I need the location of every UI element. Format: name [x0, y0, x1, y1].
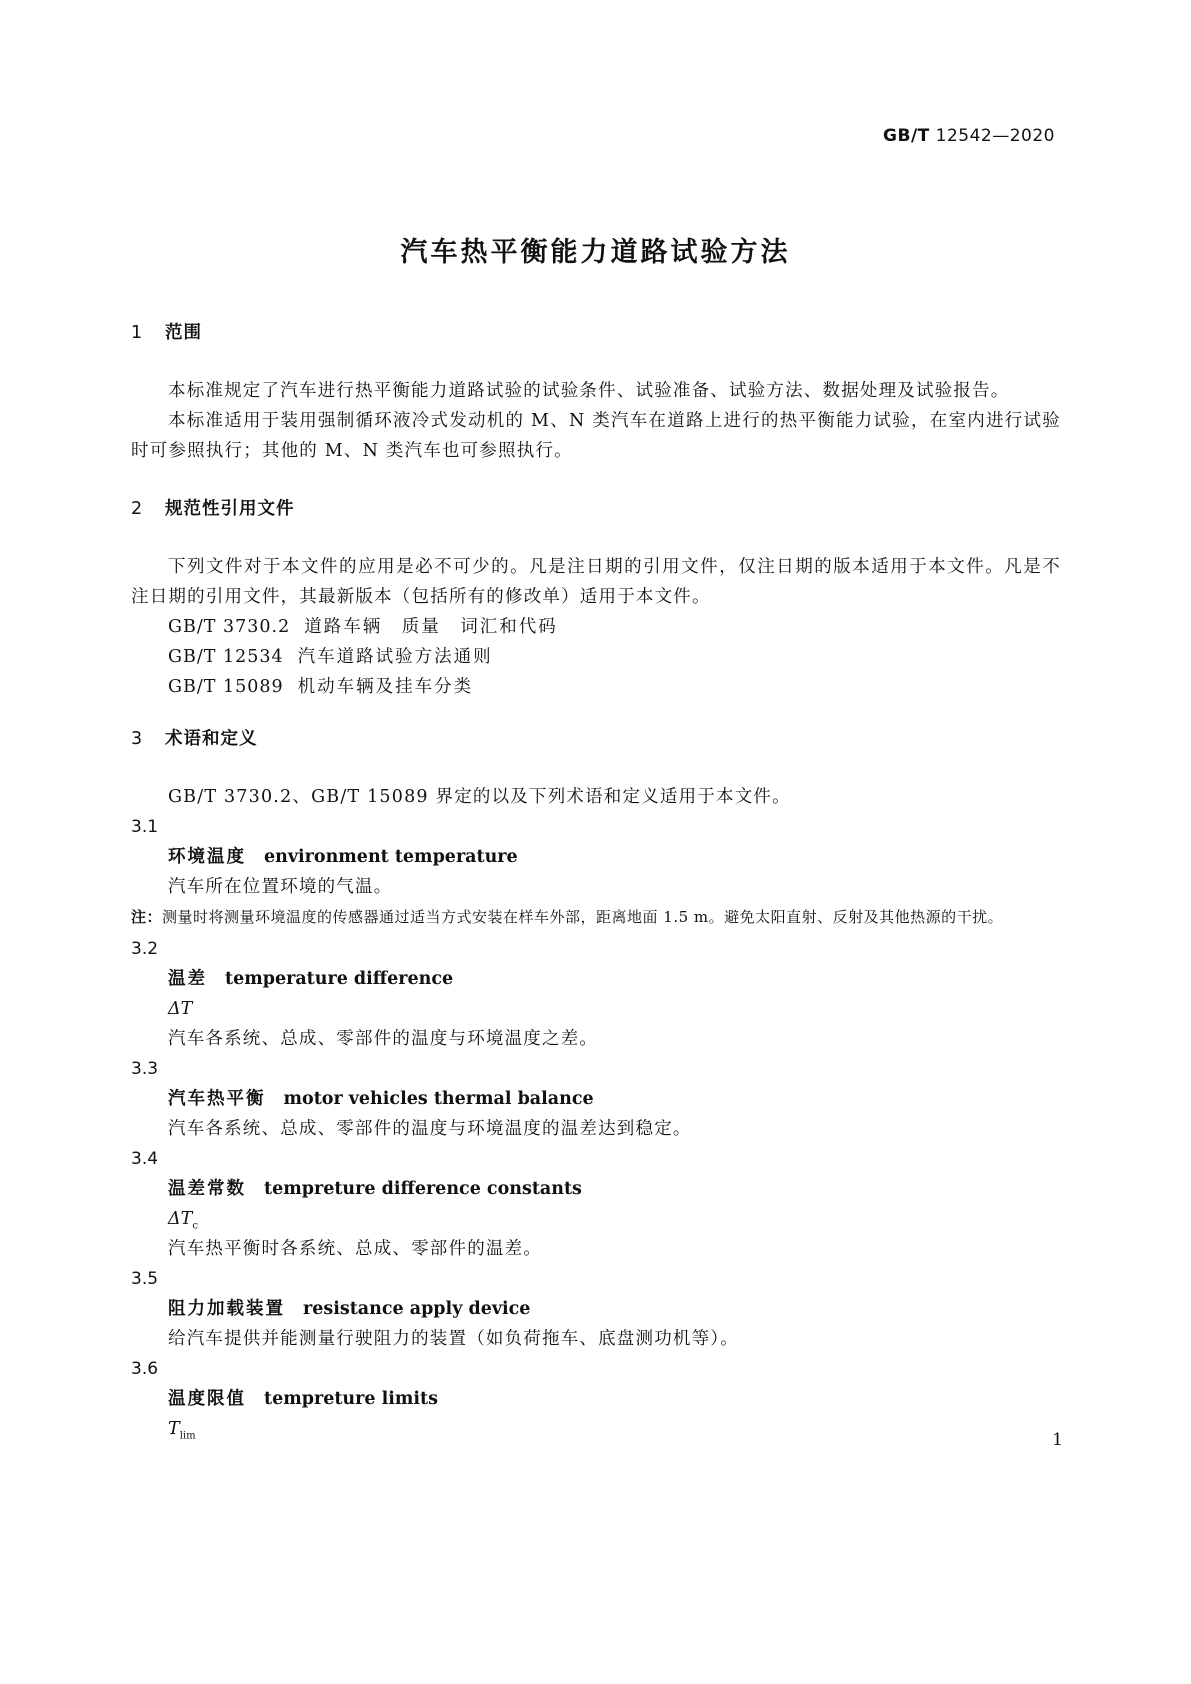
- section-heading-scope: [131, 318, 1061, 348]
- reference-code: GB/T 12534: [168, 647, 284, 667]
- term-en: resistance apply device: [303, 1299, 531, 1319]
- reference-name: 汽车道路试验方法通则: [297, 647, 493, 667]
- term-symbol: [131, 1204, 1061, 1234]
- term-en: tempreture difference constants: [264, 1179, 582, 1199]
- section-title: 范围: [165, 323, 202, 343]
- term-number: 3.1: [131, 817, 159, 837]
- symbol-subscript: c: [192, 1220, 198, 1232]
- term-number: 3.6: [131, 1359, 159, 1379]
- section-heading-terms-and-definitions: [131, 724, 1061, 754]
- term-zh: 温差常数: [168, 1179, 246, 1199]
- term-definition: 汽车所在位置环境的气温。: [168, 877, 393, 897]
- standard-code-number: 12542—2020: [935, 126, 1055, 146]
- term-symbol: [131, 1414, 1061, 1444]
- term-entry: [131, 1174, 1061, 1204]
- term-zh: 温度限值: [168, 1389, 246, 1409]
- reference-item: [131, 642, 1061, 672]
- term-number: 3.3: [131, 1059, 159, 1079]
- term-en: environment temperature: [264, 847, 518, 867]
- paragraph: 下列文件对于本文件的应用是必不可少的。凡是注日期的引用文件，仅注日期的版本适用于本文件。凡是不注日期的引用文件，其最新版本（包括所有的修改单）适用于本文件。: [131, 557, 1061, 607]
- term-en: tempreture limits: [264, 1389, 438, 1409]
- page-number: 1: [1052, 1430, 1063, 1450]
- term-entry: [131, 842, 1061, 872]
- reference-name: 道路车辆 质量 词汇和代码: [304, 617, 558, 637]
- paragraph: GB/T 3730.2、GB/T 15089 界定的以及下列术语和定义适用于本文件。: [168, 787, 791, 807]
- term-zh: 汽车热平衡: [168, 1089, 266, 1109]
- standard-code-prefix: GB/T: [883, 126, 930, 146]
- term-number: 3.5: [131, 1269, 159, 1289]
- term-number: 3.4: [131, 1149, 159, 1169]
- term-entry: [131, 1294, 1061, 1324]
- document-body: [131, 318, 1061, 1444]
- term-zh: 阻力加载装置: [168, 1299, 285, 1319]
- document-title: 汽车热平衡能力道路试验方法: [400, 237, 791, 268]
- section-number: 1: [131, 323, 144, 343]
- term-zh: 环境温度: [168, 847, 246, 867]
- symbol-main: ΔT: [168, 1209, 193, 1229]
- reference-name: 机动车辆及挂车分类: [297, 677, 474, 697]
- reference-item: [131, 672, 1061, 702]
- section-title: 规范性引用文件: [165, 499, 295, 519]
- term-entry: [131, 1084, 1061, 1114]
- term-entry: [131, 1384, 1061, 1414]
- paragraph: 本标准适用于装用强制循环液冷式发动机的 M、N 类汽车在道路上进行的热平衡能力试验，在室内进行试验时可参照执行；其他的 M、N 类汽车也可参照执行。: [131, 411, 1061, 461]
- section-number: 3: [131, 729, 144, 749]
- term-definition: 汽车各系统、总成、零部件的温度与环境温度的温差达到稳定。: [168, 1119, 692, 1139]
- note-label: 注：: [131, 908, 163, 926]
- term-definition: 汽车热平衡时各系统、总成、零部件的温差。: [168, 1239, 542, 1259]
- section-title: 术语和定义: [165, 729, 258, 749]
- term-symbol: ΔT: [168, 999, 193, 1019]
- term-en: motor vehicles thermal balance: [283, 1089, 594, 1109]
- reference-code: GB/T 3730.2: [168, 617, 291, 637]
- paragraph: 本标准规定了汽车进行热平衡能力道路试验的试验条件、试验准备、试验方法、数据处理及试验报告。: [168, 381, 1010, 401]
- term-note: [131, 904, 1061, 930]
- note-text: 测量时将测量环境温度的传感器通过适当方式安装在样车外部，距离地面 1.5 m。避免太阳直射、反射及其他热源的干扰。: [162, 908, 1004, 926]
- reference-item: [131, 612, 1061, 642]
- term-zh: 温差: [168, 969, 207, 989]
- term-en: temperature difference: [225, 969, 454, 989]
- symbol-subscript: lim: [179, 1430, 196, 1442]
- section-number: 2: [131, 499, 144, 519]
- reference-code: GB/T 15089: [168, 677, 284, 697]
- term-number: 3.2: [131, 939, 159, 959]
- standard-code: [883, 126, 1055, 146]
- section-heading-normative-references: [131, 494, 1061, 524]
- term-definition: 汽车各系统、总成、零部件的温度与环境温度之差。: [168, 1029, 599, 1049]
- term-entry: [131, 964, 1061, 994]
- symbol-main: T: [168, 1419, 180, 1439]
- term-definition: 给汽车提供并能测量行驶阻力的装置（如负荷拖车、底盘测功机等）。: [168, 1329, 739, 1349]
